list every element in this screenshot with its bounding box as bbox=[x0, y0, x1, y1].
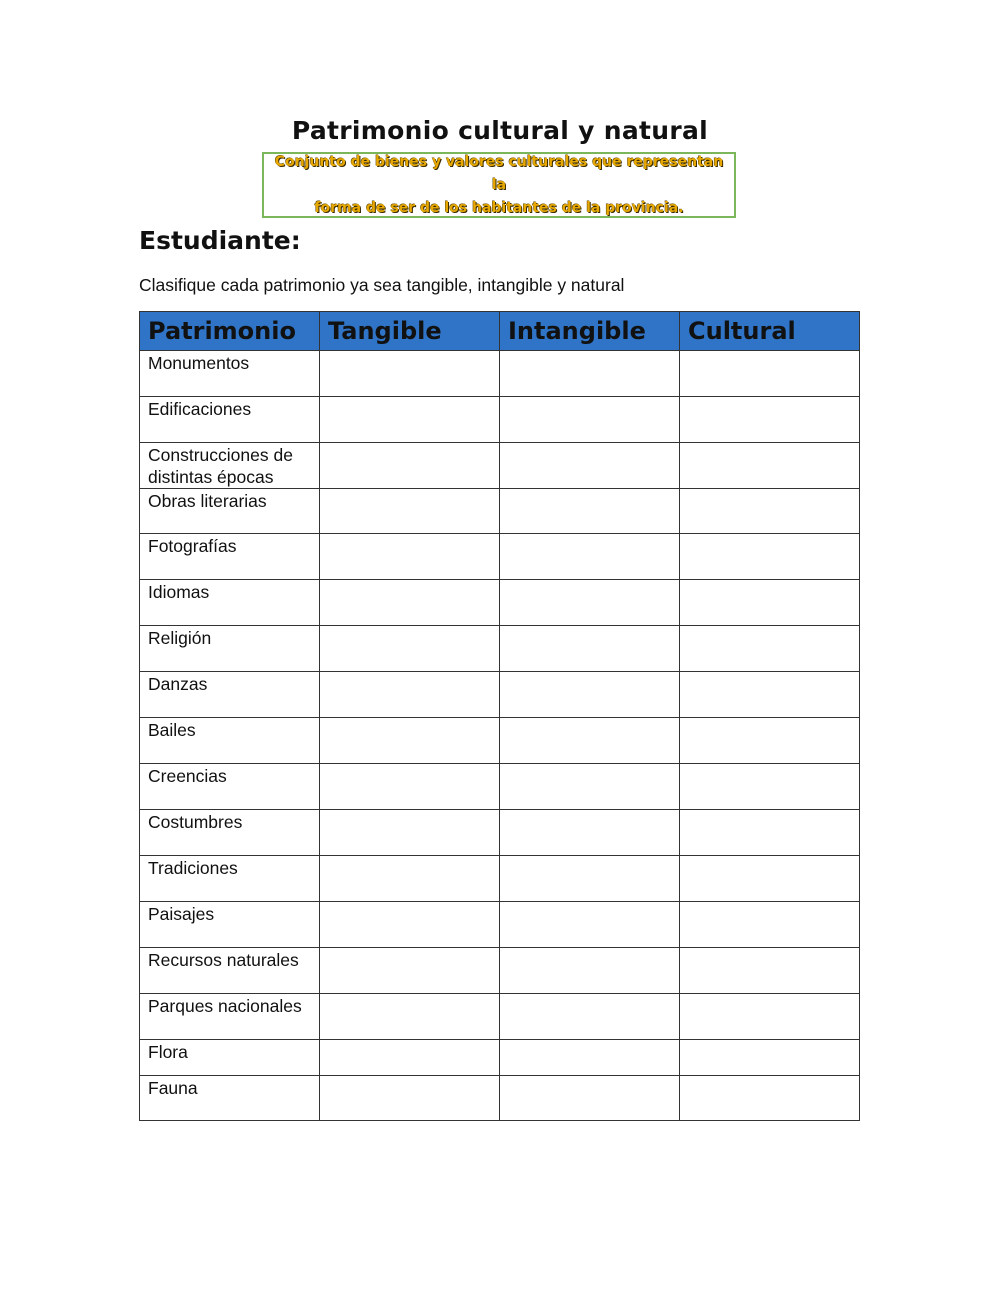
row-label: Monumentos bbox=[140, 351, 320, 397]
tangible-cell[interactable] bbox=[320, 580, 500, 626]
cultural-cell[interactable] bbox=[680, 994, 860, 1040]
tangible-cell[interactable] bbox=[320, 1076, 500, 1121]
cultural-cell[interactable] bbox=[680, 948, 860, 994]
intangible-cell[interactable] bbox=[500, 902, 680, 948]
row-label: Danzas bbox=[140, 672, 320, 718]
row-label: Construcciones de distintas épocas bbox=[140, 443, 320, 489]
page-title: Patrimonio cultural y natural bbox=[291, 116, 709, 145]
row-label: Fotografías bbox=[140, 534, 320, 580]
cultural-cell[interactable] bbox=[680, 443, 860, 489]
row-label: Costumbres bbox=[140, 810, 320, 856]
table-row bbox=[140, 534, 860, 580]
intangible-cell[interactable] bbox=[500, 580, 680, 626]
instruction-text: Clasifique cada patrimonio ya sea tangible, intangible y natural bbox=[139, 275, 625, 295]
intangible-cell[interactable] bbox=[500, 948, 680, 994]
cultural-cell[interactable] bbox=[680, 856, 860, 902]
table-row bbox=[140, 764, 860, 810]
row-label: Bailes bbox=[140, 718, 320, 764]
row-label: Flora bbox=[140, 1040, 320, 1076]
cultural-cell[interactable] bbox=[680, 397, 860, 443]
table-row bbox=[140, 626, 860, 672]
intangible-cell[interactable] bbox=[500, 856, 680, 902]
intangible-cell[interactable] bbox=[500, 1040, 680, 1076]
cultural-cell[interactable] bbox=[680, 580, 860, 626]
row-label: Parques nacionales bbox=[140, 994, 320, 1040]
intangible-cell[interactable] bbox=[500, 1076, 680, 1121]
cultural-cell[interactable] bbox=[680, 718, 860, 764]
tangible-cell[interactable] bbox=[320, 856, 500, 902]
row-label: Idiomas bbox=[140, 580, 320, 626]
intangible-cell[interactable] bbox=[500, 994, 680, 1040]
row-label: Creencias bbox=[140, 764, 320, 810]
cultural-cell[interactable] bbox=[680, 672, 860, 718]
tangible-cell[interactable] bbox=[320, 810, 500, 856]
table-row bbox=[140, 994, 860, 1040]
tangible-cell[interactable] bbox=[320, 948, 500, 994]
intangible-cell[interactable] bbox=[500, 764, 680, 810]
tangible-cell[interactable] bbox=[320, 902, 500, 948]
intangible-cell[interactable] bbox=[500, 672, 680, 718]
intangible-cell[interactable] bbox=[500, 718, 680, 764]
cultural-cell[interactable] bbox=[680, 351, 860, 397]
tangible-cell[interactable] bbox=[320, 626, 500, 672]
cultural-cell[interactable] bbox=[680, 902, 860, 948]
cultural-cell[interactable] bbox=[680, 1040, 860, 1076]
table-row bbox=[140, 718, 860, 764]
table-row bbox=[140, 1076, 860, 1121]
cultural-cell[interactable] bbox=[680, 764, 860, 810]
header-intangible: Intangible bbox=[500, 312, 680, 351]
definition-text bbox=[264, 151, 734, 220]
intangible-cell[interactable] bbox=[500, 489, 680, 534]
row-label: Obras literarias bbox=[140, 489, 320, 534]
table-row bbox=[140, 580, 860, 626]
tangible-cell[interactable] bbox=[320, 672, 500, 718]
tangible-cell[interactable] bbox=[320, 489, 500, 534]
cultural-cell[interactable] bbox=[680, 534, 860, 580]
cultural-cell[interactable] bbox=[680, 1076, 860, 1121]
row-label: Fauna bbox=[140, 1076, 320, 1121]
cultural-cell[interactable] bbox=[680, 810, 860, 856]
row-label: Tradiciones bbox=[140, 856, 320, 902]
intangible-cell[interactable] bbox=[500, 443, 680, 489]
tangible-cell[interactable] bbox=[320, 534, 500, 580]
table-row bbox=[140, 948, 860, 994]
tangible-cell[interactable] bbox=[320, 397, 500, 443]
tangible-cell[interactable] bbox=[320, 443, 500, 489]
table-row bbox=[140, 489, 860, 534]
cultural-cell[interactable] bbox=[680, 626, 860, 672]
intangible-cell[interactable] bbox=[500, 626, 680, 672]
tangible-cell[interactable] bbox=[320, 994, 500, 1040]
table-row bbox=[140, 856, 860, 902]
table-row bbox=[140, 397, 860, 443]
intangible-cell[interactable] bbox=[500, 397, 680, 443]
table-header-row bbox=[140, 312, 860, 351]
tangible-cell[interactable] bbox=[320, 1040, 500, 1076]
header-cultural: Cultural bbox=[680, 312, 860, 351]
classification-table bbox=[139, 311, 860, 1121]
definition-line-1: Conjunto de bienes y valores culturales que representan la bbox=[274, 153, 724, 193]
definition-box bbox=[262, 152, 736, 218]
row-label: Paisajes bbox=[140, 902, 320, 948]
table-row bbox=[140, 1040, 860, 1076]
row-label: Religión bbox=[140, 626, 320, 672]
table-row bbox=[140, 810, 860, 856]
table-row bbox=[140, 672, 860, 718]
tangible-cell[interactable] bbox=[320, 351, 500, 397]
intangible-cell[interactable] bbox=[500, 534, 680, 580]
intangible-cell[interactable] bbox=[500, 351, 680, 397]
tangible-cell[interactable] bbox=[320, 764, 500, 810]
cultural-cell[interactable] bbox=[680, 489, 860, 534]
header-tangible: Tangible bbox=[320, 312, 500, 351]
definition-line-2: forma de ser de los habitantes de la provincia. bbox=[314, 199, 684, 216]
intangible-cell[interactable] bbox=[500, 810, 680, 856]
tangible-cell[interactable] bbox=[320, 718, 500, 764]
row-label: Recursos naturales bbox=[140, 948, 320, 994]
header-patrimonio: Patrimonio bbox=[140, 312, 320, 351]
table-row bbox=[140, 351, 860, 397]
table-row bbox=[140, 443, 860, 489]
table-row bbox=[140, 902, 860, 948]
row-label: Edificaciones bbox=[140, 397, 320, 443]
student-label: Estudiante: bbox=[139, 226, 301, 255]
